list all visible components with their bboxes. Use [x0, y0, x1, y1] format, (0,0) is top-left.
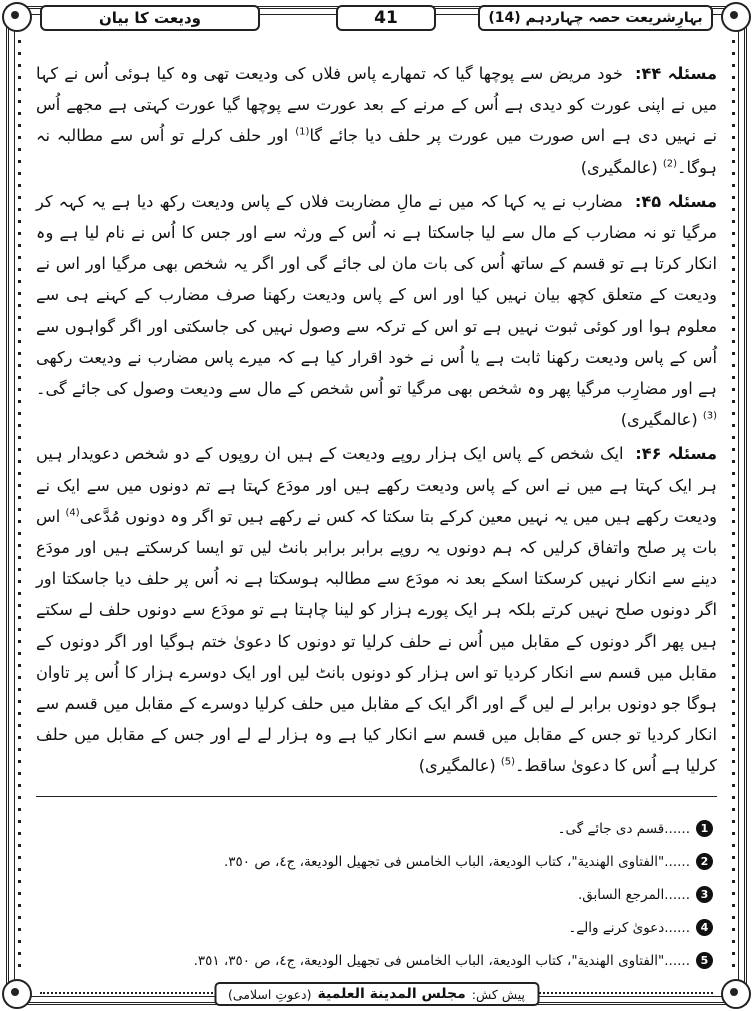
- publisher-box: [214, 982, 539, 1006]
- footnote-item: [36, 812, 713, 845]
- footnote-ref[interactable]: (4): [65, 507, 80, 519]
- footnote-text: ......المرجع السابق.: [577, 886, 690, 903]
- footnote-ref[interactable]: (3): [702, 410, 717, 422]
- footnote-number: 2: [696, 853, 713, 870]
- footnote-text: ......"الفتاوی الهندية"، كتاب الوديعة، الباب الخامس فی تجهيل الوديعة، ج٤، ص ٣٥٠، ٣٥١.: [193, 952, 690, 969]
- footnote-divider: [36, 796, 717, 797]
- publisher-prefix: پیش کش:: [471, 986, 526, 1002]
- publisher-name: مجلس المدينة العلمية: [317, 986, 466, 1002]
- masla-text: خود مریض سے پوچھا گیا کہ تمھارے پاس فلاں کی ودیعت تھی وہ کیا ہوئی اُس نے کہا میں نے اپنی عورت کو دیدی ہے اُس کے مرنے کے بعد عورت سے پوچھا گیا عورت کہتی ہے مجھے اُس نے نہیں دی ہے اس صورت میں عورت پر حلف دیا جائے گا: [36, 64, 717, 146]
- main-text: [36, 58, 717, 785]
- corner-ornament-icon: [721, 2, 751, 32]
- masla-text: اور حلف کرلے تو اُس سے مطالبہ نہ ہوگا۔: [36, 126, 717, 177]
- masla-label: مسئلہ ۴۵:: [634, 191, 717, 211]
- masla-label: مسئلہ ۴۶:: [635, 444, 717, 464]
- footnote-number: 3: [696, 886, 713, 903]
- masla-text: مضارب نے یہ کہا کہ میں نے مالِ مضاربت فلاں کے پاس ودیعت رکھ دیا ہے یہ کہہ کر مرگیا تو نہ مضارب کے مال سے لیا جاسکتا ہے نہ اُس کے ورثہ سے اور جس کا اُس نے نام لیا ہے وہ انکار کرتا ہے تو قسم کے ساتھ اُس کی بات مان لی جائے گی اور اگر یہ شخص بھی مرگیا اور اس نے ودیعت کے متعلق کچھ بیان نہیں کیا اور اس کے پاس ودیعت رکھنا صرف مضارب کے کہنے ہی سے معلوم ہوا اور کوئی ثبوت نہیں ہے تو اس کے ترکہ سے وصول نہیں کی جاسکتی اور اگر گواہوں سے اُس کے پاس ودیعت رکھنا ثابت ہے یا اُس نے خود اقرار کیا ہے کہ میرے پاس مضارب نے ودیعت رکھی ہے اور مضارِب مرگیا پھر وہ شخص بھی مرگیا تو اُس شخص کے مال سے ودیعت وصول کی جائے گی۔: [36, 191, 717, 399]
- book-title: بہارِشریعت حصہ چہاردہم (14): [478, 5, 713, 31]
- masla-46: [36, 438, 717, 781]
- footnote-ref[interactable]: (5): [500, 757, 516, 769]
- chapter-title: ودیعت کا بیان: [40, 5, 260, 31]
- footnote-number: 1: [696, 820, 713, 837]
- footnote-item: [36, 944, 713, 977]
- masla-text: اس بات پر صلح واتفاق کرلیں کہ ہم دونوں یہ روپے برابر برابر بانٹ لیں تو ایسا کرسکتے ہیں اور مودَع دینے سے انکار نہیں کرسکتا اسکے بعد نہ مودَع سے مطالبہ ہوسکتا ہے نہ اُس پر حلف دیا جاسکتا اور اگر دونوں صلح نہیں کرتے بلکہ ہر ایک پورے ہزار کو لینا چاہتا ہے تو مودَع سے دونوں حلف لے سکتے ہیں پھر اگر دونوں کے مقابل میں اُس نے حلف کرلیا تو دونوں کا دعویٰ ختم ہوگیا اور اگر دونوں کے مقابل میں قسم سے انکار کردیا تو اس ہزار کو دونوں بانٹ لیں اور ایک دوسرے ہزار کا اُس پر تاوان ہوگا جو دونوں برابر لے لیں گے اور اگر ایک کے مقابل میں حلف کرلیا دوسرے کے مقابل میں قسم سے انکار کردیا تو جس کے مقابل میں قسم سے انکار کیا ہے وہ ہزار لے لے اور جس کے مقابل میں حلف کرلیا ہے اُس کا دعویٰ ساقط۔: [36, 506, 717, 776]
- masla-label: مسئلہ ۴۴:: [634, 64, 717, 83]
- masla-44: [36, 58, 717, 183]
- footnote-item: [36, 878, 713, 911]
- footnote-number: 5: [696, 952, 713, 969]
- source-citation: (عالمگیری): [418, 756, 496, 776]
- footnote-text: ......دعویٰ کرنے والے۔: [568, 919, 690, 936]
- source-citation: (عالمگیری): [580, 157, 658, 177]
- footnote-ref[interactable]: (2): [662, 158, 678, 170]
- masla-45: [36, 186, 717, 436]
- footnote-text: ......قسم دی جائے گی۔: [557, 820, 690, 837]
- page-number: 41: [336, 5, 436, 31]
- page-header: [40, 5, 713, 33]
- source-citation: (عالمگیری): [620, 410, 698, 430]
- footnote-ref[interactable]: (1): [295, 127, 310, 139]
- footnote-item: [36, 911, 713, 944]
- left-ornament-rail: [18, 40, 21, 971]
- right-ornament-rail: [732, 40, 735, 971]
- footnote-item: [36, 845, 713, 878]
- footnote-number: 4: [696, 919, 713, 936]
- footnotes: [36, 812, 713, 977]
- corner-ornament-icon: [2, 2, 32, 32]
- publisher-suffix: (دعوتِ اسلامی): [227, 986, 312, 1002]
- page-footer: [0, 982, 753, 1004]
- footnote-text: ......"الفتاوی الهندية"، كتاب الوديعة، الباب الخامس فی تجهيل الوديعة، ج٤، ص ٣٥٠.: [223, 853, 690, 870]
- masla-text: ایک شخص کے پاس ایک ہزار روپے ودیعت کے ہیں ان روپوں کے دو شخص دعویدار ہیں ہر ایک کہتا ہے میں نے اس کے پاس ودیعت رکھے ہیں اور مودَع کہتا ہے تم دونوں میں سے ایک نے ودیعت رکھے ہیں میں یہ نہیں معین کرکے بتا سکتا کہ کس نے رکھے ہیں تو اگر وہ دونوں مُدَّعی: [36, 444, 717, 526]
